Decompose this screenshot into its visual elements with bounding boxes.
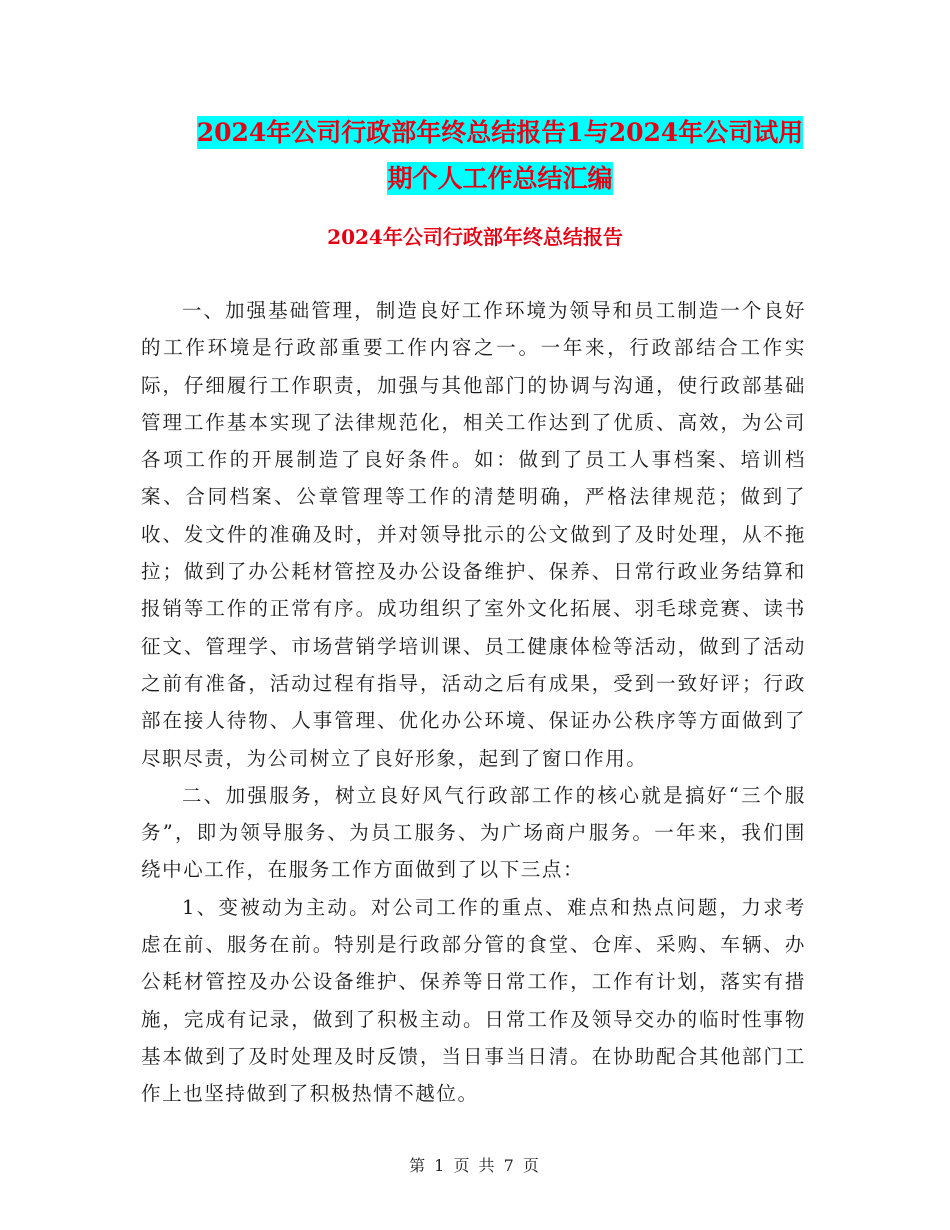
paragraph-2: 二、加强服务，树立良好风气行政部工作的核心就是搞好“三个服务”，即为领导服务、为员工服务、为广场商户服务。一年来，我们围绕中心工作，在服务工作方面做到了以下三点： <box>141 783 806 882</box>
page-number-footer: 第 1 页 共 7 页 <box>409 1156 541 1175</box>
document-title <box>140 110 860 202</box>
document-body <box>141 292 806 1113</box>
document-title-line1: 2024年公司行政部年终总结报告1与2024年公司试用 <box>196 118 804 147</box>
paragraph-1: 一、加强基础管理，制造良好工作环境为领导和员工制造一个良好的工作环境是行政部重要工作内容之一。一年来，行政部结合工作实际，仔细履行工作职责，加强与其他部门的协调与沟通，使行政部基础管理工作基本实现了法律规范化，相关工作达到了优质、高效，为公司各项工作的开展制造了良好条件。如：做到了员工人事档案、培训档案、合同档案、公章管理等工作的清楚明确，严格法律规范；做到了收、发文件的准确及时，并对领导批示的公文做到了及时处理，从不拖拉；做到了办公耗材管控及办公设备维护、保养、日常行政业务结算和报销等工作的正常有序。成功组织了室外文化拓展、羽毛球竞赛、读书征文、管理学、市场营销学培训课、员工健康体检等活动，做到了活动之前有准备，活动过程有指导，活动之后有成果，受到一致好评；行政部在接人待物、人事管理、优化办公环境、保证办公秩序等方面做到了尽职尽责，为公司树立了良好形象，起到了窗口作用。 <box>141 299 806 770</box>
paragraph-3: 1、变被动为主动。对公司工作的重点、难点和热点问题，力求考虑在前、服务在前。特别是行政部分管的食堂、仓库、采购、车辆、办公耗材管控及办公设备维护、保养等日常工作，工作有计划，落实有措施，完成有记录，做到了积极主动。日常工作及领导交办的临时性事物基本做到了及时处理及时反馈，当日事当日清。在协助配合其他部门工作上也坚持做到了积极热情不越位。 <box>141 895 806 1106</box>
document-title-line2: 期个人工作总结汇编 <box>387 164 613 193</box>
section-title: 2024年公司行政部年终总结报告 <box>327 225 623 249</box>
